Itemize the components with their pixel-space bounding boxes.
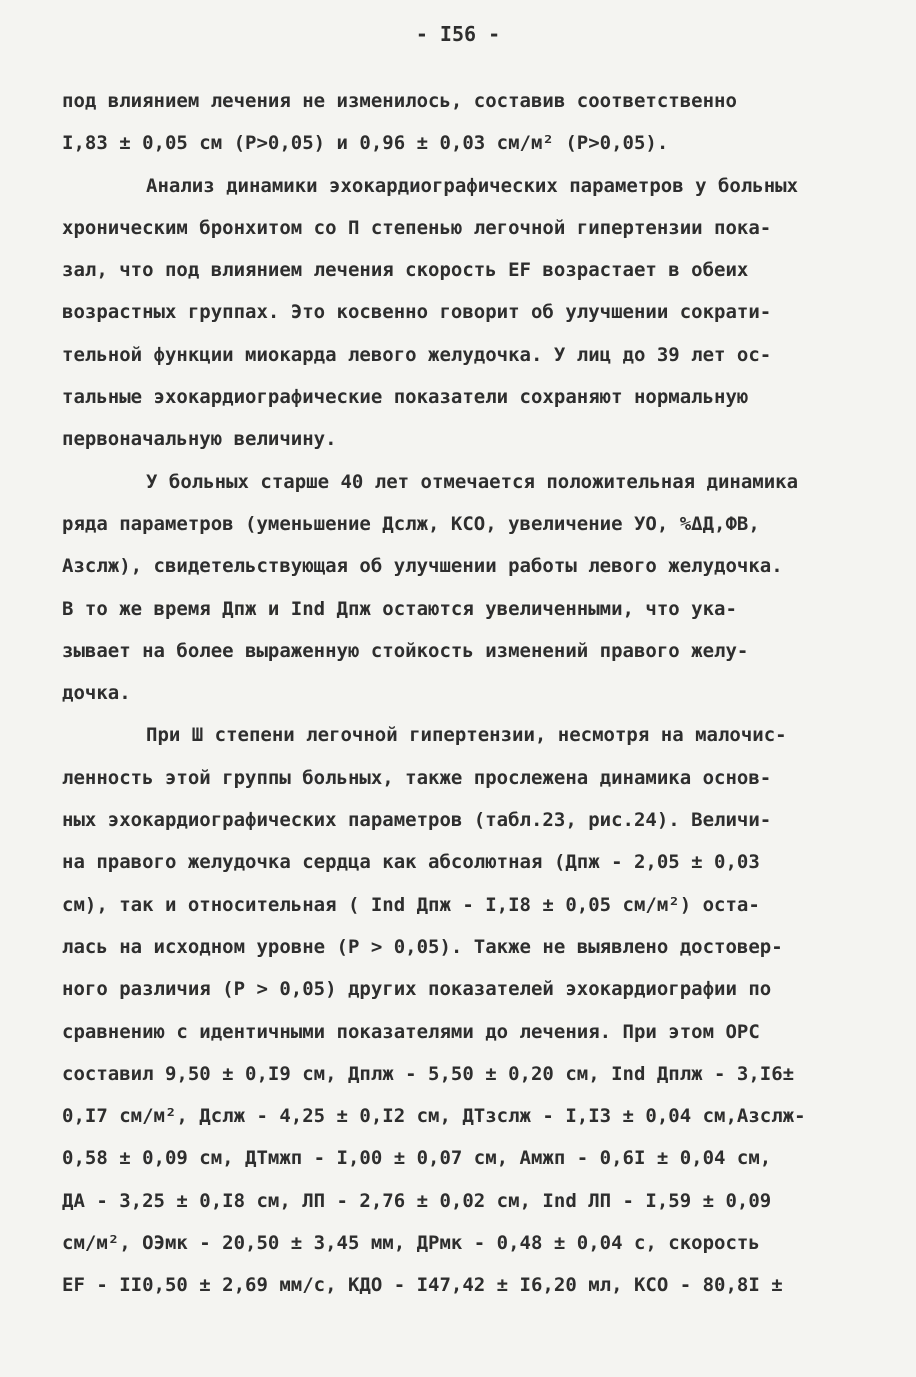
text-line: ного различия (P > 0,05) других показателей эхокардиографии по bbox=[62, 978, 772, 1001]
text-line: под влиянием лечения не изменилось, составив соответственно bbox=[62, 90, 737, 112]
text-line: сравнению с идентичными показателями до лечения. При этом ОРС bbox=[62, 1020, 760, 1043]
text-line: см/м², ОЭмк - 20,50 ± 3,45 мм, ДРмк - 0,48 ± 0,04 с, скорость bbox=[62, 1232, 760, 1255]
paragraph-first-line: При Ш степени легочной гипертензии, несмотря на малочис- bbox=[146, 724, 787, 747]
text-line: на правого желудочка сердца как абсолютная (Дпж - 2,05 ± 0,03 bbox=[62, 851, 760, 874]
text-line: зывает на более выраженную стойкость изменений правого желу- bbox=[62, 639, 749, 662]
text-line: хроническим бронхитом со П степенью легочной гипертензии пока- bbox=[62, 216, 772, 239]
text-line: составил 9,50 ± 0,I9 см, Дплж - 5,50 ± 0,20 см, Ind Дплж - 3,I6± bbox=[62, 1062, 795, 1085]
text-line: ленность этой группы больных, также прослежена динамика основ- bbox=[62, 766, 772, 789]
text-line: ДА - 3,25 ± 0,I8 см, ЛП - 2,76 ± 0,02 см, Ind ЛП - I,59 ± 0,09 bbox=[62, 1189, 772, 1212]
text-line: I,83 ± 0,05 см (P>0,05) и 0,96 ± 0,03 см/м² (P>0,05). bbox=[62, 132, 669, 155]
page-number: - I56 - bbox=[415, 22, 501, 46]
text-line: лась на исходном уровне (P > 0,05). Также не выявлено достовер- bbox=[62, 935, 783, 958]
text-line: 0,58 ± 0,09 см, ДТмжп - I,00 ± 0,07 см, Амжп - 0,6I ± 0,04 см, bbox=[62, 1147, 772, 1170]
text-line: В то же время Дпж и Ind Дпж остаются увеличенными, что ука- bbox=[62, 597, 737, 620]
text-line: тельной функции миокарда левого желудочка. У лиц до 39 лет ос- bbox=[62, 343, 772, 366]
text-line: EF - II0,50 ± 2,69 мм/с, КДО - I47,42 ± I6,20 мл, КСО - 80,8I ± bbox=[62, 1274, 783, 1297]
paragraph-first-line: Анализ динамики эхокардиографических параметров у больных bbox=[146, 174, 799, 197]
text-line: зал, что под влиянием лечения скорость EF возрастает в обеих bbox=[62, 259, 749, 282]
text-line: первоначальную величину. bbox=[62, 428, 337, 451]
text-line: тальные эхокардиографические показатели сохраняют нормальную bbox=[62, 386, 749, 409]
text-line: Азслж), свидетельствующая об улучшении работы левого желудочка. bbox=[62, 555, 783, 578]
text-line: см), так и относительная ( Ind Дпж - I,I8 ± 0,05 см/м²) оста- bbox=[62, 893, 760, 916]
text-line: ных эхокардиографических параметров (табл.23, рис.24). Величи- bbox=[62, 809, 772, 832]
text-line: ряда параметров (уменьшение Дслж, КСО, увеличение УО, %ΔД,ФВ, bbox=[62, 512, 760, 535]
text-line: возрастных группах. Это косвенно говорит об улучшении сократи- bbox=[62, 301, 772, 324]
body-text bbox=[62, 86, 862, 1313]
text-line: 0,I7 см/м², Дслж - 4,25 ± 0,I2 см, ДТзслж - I,I3 ± 0,04 см,Азслж- bbox=[62, 1105, 806, 1128]
paragraph-first-line: У больных старше 40 лет отмечается положительная динамика bbox=[146, 470, 799, 493]
text-line: дочка. bbox=[62, 682, 131, 705]
